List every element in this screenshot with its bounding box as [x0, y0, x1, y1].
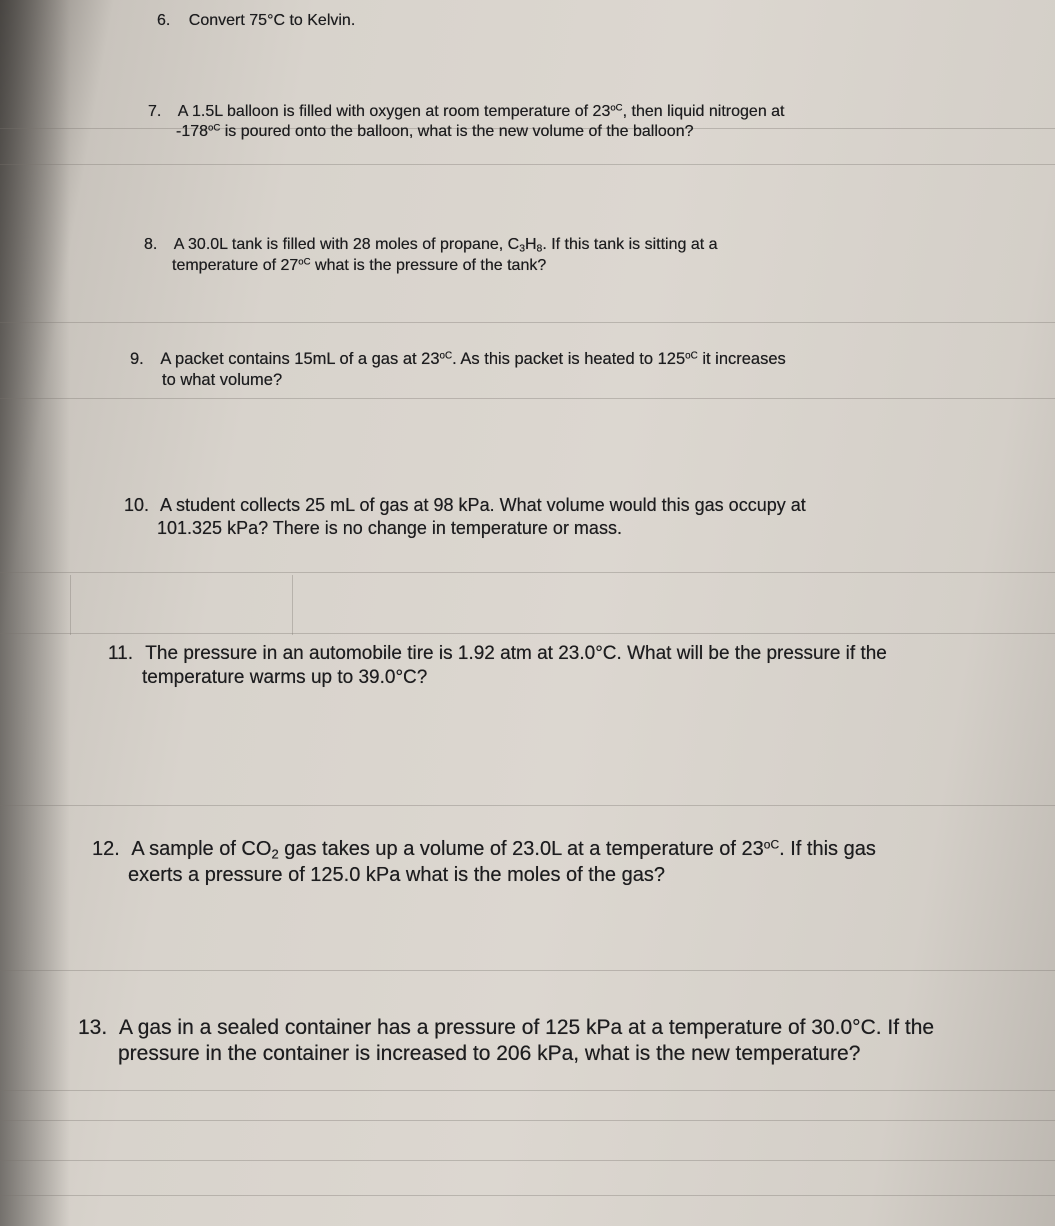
question-number: 11. — [108, 643, 134, 664]
question-text: A 30.0L tank is filled with 28 moles of propane, C — [173, 236, 520, 253]
question-8 — [144, 235, 718, 276]
ruled-line — [292, 575, 293, 635]
question-text: A student collects 25 mL of gas at 98 kPa. What volume would this gas occupy at — [160, 495, 806, 515]
question-text: 101.325 kPa? There is no change in temperature or mass. — [157, 517, 622, 538]
page-shadow — [0, 0, 70, 1226]
ruled-line — [0, 1195, 1055, 1196]
degree-symbol: oC — [439, 350, 453, 362]
degree-symbol: oC — [763, 837, 780, 852]
question-12 — [92, 837, 876, 888]
question-text: , then liquid nitrogen at — [622, 103, 785, 120]
question-number: 12. — [92, 838, 120, 860]
ruled-line — [0, 805, 1055, 806]
ruled-line — [70, 575, 71, 635]
subscript: 2 — [271, 846, 279, 862]
question-number: 10. — [124, 495, 150, 515]
subscript: 8 — [536, 243, 543, 255]
ruled-line — [0, 164, 1055, 165]
question-number: 13. — [78, 1016, 108, 1039]
question-text: -178 — [176, 123, 209, 140]
ruled-line — [0, 1160, 1055, 1161]
ruled-line — [0, 322, 1055, 323]
question-text: A 1.5L balloon is filled with oxygen at room temperature of 23 — [177, 103, 611, 120]
question-text: gas takes up a volume of 23.0L at a temperature of 23 — [278, 838, 764, 860]
question-number: 6. — [157, 12, 171, 29]
question-7 — [148, 102, 785, 142]
question-text: H — [524, 236, 537, 253]
question-text: is poured onto the balloon, what is the new volume of the balloon? — [220, 123, 694, 140]
question-6 — [157, 11, 355, 31]
question-number: 9. — [130, 350, 144, 368]
question-text: . If this tank is sitting at a — [542, 236, 718, 253]
question-number: 8. — [144, 236, 158, 253]
ruled-line — [0, 633, 1055, 634]
question-text: . If this gas — [779, 838, 876, 860]
subscript: 3 — [519, 243, 525, 255]
question-text: exerts a pressure of 125.0 kPa what is the moles of the gas? — [128, 863, 665, 886]
question-text: Convert 75°C to Kelvin. — [188, 12, 356, 29]
question-9 — [130, 349, 786, 390]
question-text: pressure in the container is increased to 206 kPa, what is the new temperature? — [118, 1042, 861, 1066]
question-text: it increases — [697, 350, 786, 368]
degree-symbol: oC — [298, 256, 311, 268]
question-11 — [108, 642, 887, 690]
ruled-line — [0, 1120, 1055, 1121]
ruled-line — [0, 572, 1055, 573]
degree-symbol: oC — [208, 122, 221, 134]
ruled-line — [0, 398, 1055, 399]
question-text: to what volume? — [162, 370, 283, 389]
question-text: . As this packet is heated to 125 — [452, 350, 686, 368]
question-text: A gas in a sealed container has a pressure of 125 kPa at a temperature of 30.0°C. If the — [119, 1016, 935, 1039]
degree-symbol: oC — [685, 350, 698, 362]
ruled-line — [0, 970, 1055, 971]
question-text: A sample of CO — [131, 838, 272, 860]
question-13 — [78, 1015, 934, 1068]
ruled-line — [0, 1090, 1055, 1091]
question-text: The pressure in an automobile tire is 1.92 atm at 23.0°C. What will be the pressure if the — [145, 643, 887, 664]
degree-symbol: oC — [610, 102, 623, 114]
question-text: what is the pressure of the tank? — [310, 256, 547, 274]
question-text: temperature warms up to 39.0°C? — [142, 666, 428, 688]
question-text: temperature of 27 — [172, 256, 299, 274]
question-text: A packet contains 15mL of a gas at 23 — [160, 350, 440, 368]
question-10 — [124, 494, 806, 539]
question-number: 7. — [148, 103, 162, 120]
